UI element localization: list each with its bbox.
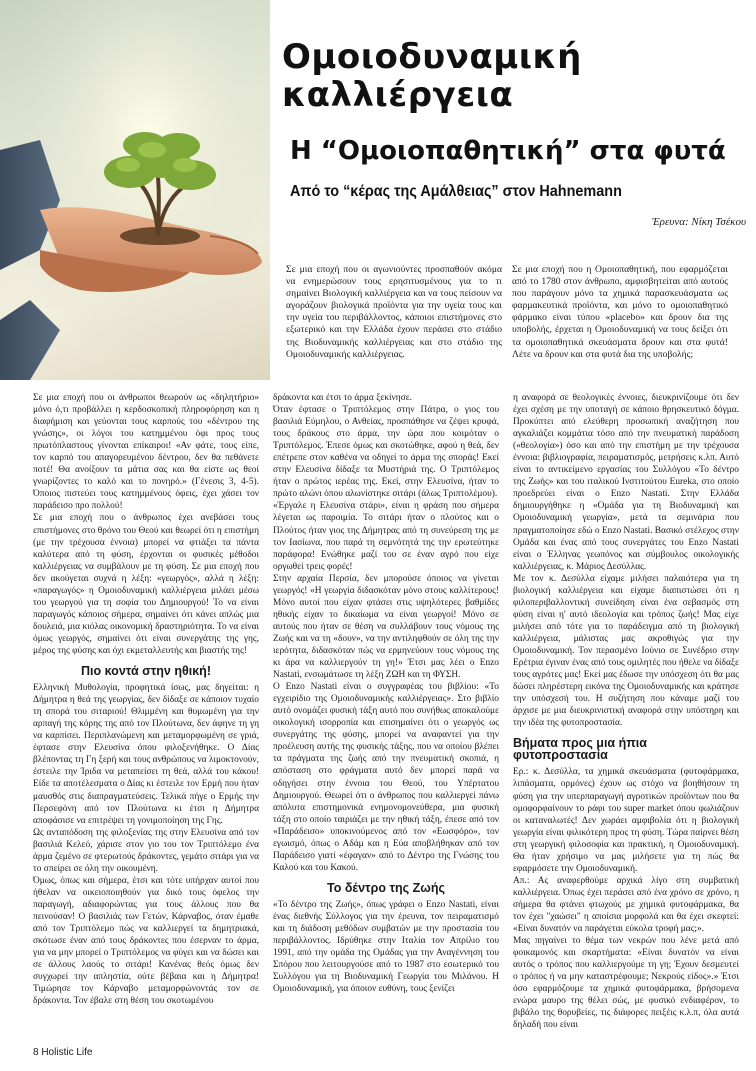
body-column-2 xyxy=(273,392,499,995)
body-paragraph: Όταν έφτασε ο Τριπτόλεμος στην Πάτρα, ο γιος του βασιλιά Εύμηλου, ο Ανθείας, προσπάθησε να ζέψει κρυφά, τους δράκους στο άρμα, την ώρα που κοιμόταν ο Τριπτόλεμος. Έπεσε όμως και σκοτώθηκε, αφού η θεά, δεν επέτρεπε στον καθένα να οδηγεί το άρμα της σποράς! Εκεί στην Ελευσίνα δίδαξε τα Μυστήριά της. Ο Τριπτόλεμος ήταν ο πρώτος ιερέας της. Εκεί, στην Ελευσίνα, ήταν το πρώτο αλώνι όπου αλωνίστηκε σιτάρι (άλως Τριπτολέμου). xyxy=(273,405,499,500)
section-heading-tree-of-life: Το δέντρο της Ζωής xyxy=(327,880,445,895)
page-footer: 8 Holistic Life xyxy=(33,1047,93,1058)
body-paragraph: Στην αρχαία Περσία, δεν μπορούσε όποιος να γίνεται γεωργός! «Η γεωργία διδασκόταν μόνο στους καλλίτερους! Μόνο αυτοί που είχαν φτάσει στις υψηλότερες βαθμίδες ηθικής είχαν το δικαίωμα να είναι γεωργοί! Μόνο σε αυτούς που ήταν σε θέση να συλλάβουν τους νόμους της Ζωής και να τη «δουν», να την αντιληφθούν σε όλη της την ιερότητα, διδασκόταν πώς να ερμηνεύουν τους νόμους της κι άρα να καλλιεργούν τη γη!» Έτσι μας λέει ο Enzo Nastati, ενσωμάτωσε τη λέξη ΖΩΗ και τη ΦΥΣΗ. xyxy=(273,573,499,681)
article-subtitle: Η “Ομοιοπαθητική” στα φυτά xyxy=(290,136,726,166)
body-paragraph: Ερ.: κ. Δεσύλλα, τα χημικά σκευάσματα (φυτοφάρμακα, λιπάσματα, ορμόνες) έχουν ως στόχο να βοηθήσουν τη φύση για την υπερπαραγωγή αγροτικών προϊόντων που θα ομοφορφαίνουν το ράφι του super market όπου φωλιάζουν οι καταναλωτές! Δεν χωράει αμφιβολία ότι η βιολογική γεωργία είναι φιλικότερη προς τη φύση. Τώρα παίρνει θέση στη γεωργική φιλοσοφία και πρακτική, η Ομοιοδυναμική. Θα ήταν χρήσιμο να μας μιλήσετε για τη πώς θα εφαρμόσετε την Ομοιοδυναμική. xyxy=(513,767,739,874)
body-paragraph: δράκοντα και έτσι το άρμα ξεκίνησε. xyxy=(273,393,413,403)
body-paragraph: η αναφορά σε θεολογικές έννοιες, διευκρινίζουμε ότι δεν έχει σχέση με την υποταγή σε κάποιο θρησκευτικό δόγμα. Προκύπτει από ελεύθερη προσωπική αναζήτηση που αγκαλιάζει κομμάτια τόσο από την πνευματική παράδοση («θεολογία») όσο και από την επιστήμη με την τρέχουσα έννοια: βιβλιογραφία, πειραματισμός, μετρήσεις κ.λπ. Αυτό είναι το αντικείμενο εργασίας του Συλλόγου «Το δέντρο της Ζωής» και του ιταλικού Ινστιτούτου Eureka, στο οποίο προεδρεύει είναι ο Enzo Nastati. Στην Ελλάδα δημιουργήθηκε η «Ομάδα για τη Βιοδυναμική και Ομοιοδυναμική γεωργία», μετά τα σεμινάρια που πραγματοποίησε εδώ ο Enzo Nastati. Βασικό στέλεχος στην Ομάδα και ένας από τους συνεργάτες του Enzo Nastati είναι ο Έλληνας γεωπόνος και σύμβουλος οικολογικής καλλιέργειας, κ. Μάριος Δεσύλλας. xyxy=(513,393,739,572)
body-paragraph: Με τον κ. Δεσύλλα είχαμε μιλήσει παλαιότερα για τη βιολογική καλλιέργεια και είχαμε διαπιστώσει ότι η φιλοπεριβαλλοντική συνείδηση είναι ένα σεβασμός στη φύση είναι η' αυτό ιδεολογία και τρόπος ζωής! Μας είχε μιλήσει από τότε για το παράδειγμα από τη βιολογική καλλιέργεια, μάλιστας μας ακροθιγώς για την Ομοιοδυναμική. Τον περασμένο Ιούνιο σε Συνέδριο στην Ερέτρια έγιναν ένας από τους ομιλητές που ήθελε να δίδαξε τους αγρότες μας! Εκεί μας έδωσε την υπόσχεση ότι θα μας δώσει πληρέστερη εικόνα της Ομοιοδυναμικής και κράτησε την υπόσχεσή του. Η συζήτηση που κάναμε μαζί του άρχισε με μια διευκρινιστική αναφορά στην υπόστηρη και την ιδέα της φυτοπροστασία. xyxy=(513,573,739,729)
intro-paragraph-2: Σε μια εποχή που η Ομοιοπαθητική, που εφαρμόζεται από το 1780 στον άνθρωπο, αμφισβητείται από αυτούς που παράγουν μόνο τα χημικά παρασκευάσματα ως φαρμακευτικά προϊόντα, και μόνο το ομοιοπαθητικό φάρμακο είναι τύπου «placebo» και δρουν δια της υποβολής, έρχεται η Ομοιοδυναμική να τους δείξει ότι τα ομοιοπαθητικά σκευάσματα δρουν και στα φυτά! Λέτε να δρουν και στα φυτά δια της υποβολής; xyxy=(512,264,728,360)
article-kicker: Από το “κέρας της Αμάλθειας” στον Hahnemann xyxy=(290,183,622,200)
section-heading-steps: Βήματα προς μια ήπια φυτοπροστασία xyxy=(513,736,647,763)
intro-paragraph-1: Σε μια εποχή που οι αγωνιούντες προσπαθούν ακόμα να ενημερώσουν τους ερησιτυσμένους για το τι σημαίνει Βιολογική καλλιέργεια και να τους πείσουν να αγοράζουν βιολογικά προϊόντα για την υγεία τους και την υγεία του περιβάλλοντος, κάποιοι επιστήμονες στο εξωτερικό και την Ελλάδα έχουν περάσει στο στάδιο της Βιοδυναμικής καλλιέργειας και στο στάδιο της Ομοιοδυναμικής καλλιέργειας. xyxy=(286,264,502,360)
byline: Έρευνα: Νίκη Τσέκου xyxy=(652,216,746,228)
quote-paragraph: «Το δέντρο της Ζωής», όπως γράφει ο Enzo Nastati, είναι ένας διεθνής Σύλλογος για την έρευνα, τον πειραματισμό και τη διάδοση μεθόδων συμβατών με την προστασία του περιβάλλοντος. Ιδρύθηκε στην Ιταλία τον Απρίλιο του 1991, από την ομάδα της Ομάδας για την Αναγέννηση του Σπόρου που λειτουργούσε από το 1987 στο εσωτερικό του Συλλόγου για τη Βιοδυναμική Γεωργία του Μιλάνου. Η Ομοιοδυναμική, για όποιον ευθύνη, τους ξενίζει xyxy=(273,899,499,995)
body-paragraph: Σε μια εποχή που οι άνθρωποι θεωρούν ως «δηλητήριο» μόνο ό,τι προβάλλει η κερδοσκοπική πληροφόρηση και η διαφήμιση και γεύονται τους καρπούς του «δέντρου της γνώσης», οι λόγοι του κατημμένου όφι προς τους πρωτόπλαστους γίνονται επίκαιροι! «Αν φάτε, τους είπε, τον καρπό του απαγορευμένου δέντρου, δεν θα πεθάνετε ποτέ! Θα ανοίξουν τα μάτια σας και θα είστε ως θεοί γνωρίζοντες το καλό και το πονηρό.» (Γένεσις 3, 4-5). Όποιος πιστεύει τους κατημμένους όφεις, έχει χάσει τον παράδεισο προ πολλού! xyxy=(33,393,259,512)
body-paragraph: Σε μια εποχή που ο άνθρωπος έχει ανεβάσει τους επιστήμονες στο θρόνο του Θεού και θεωρεί ότι η επιστήμη (με την τρέχουσα έννοια) μπορεί να φτιάξει τα πάντα καλύτερα από τη φύση, έρχονται οι φυσικές μέθοδοι καλλιέργειας να συμβάλουν με τη φύση. Σε μια εποχή που δεν ακούγεται συχνά η λέξη: «γεωργός», αλλά η λέξη: «παραγωγός» η Ομοιοδυναμική καλλιέργεια μιλάει μέσω του γεωργού για τη σοφία του Δημιουργού! Το να είναι παραγωγός κάποιος σήμερα, σημαίνει ότι κάνει απλώς μια δουλειά, μια κιόλας οικονομική δραστηριότητα. Το να είναι όμως γεωργός, σημαίνει ότι είναι συνεργάτης της γης, μέρος της φύσης και όχι εκμεταλλευτής και βιαστής της! xyxy=(33,513,259,656)
body-paragraph: Όμως, όπως και σήμερα, έτσι και τότε υπήρχαν αυτοί που ήθελαν να οικειοποιηθούν για δικό τους όφελος την παραγωγή, αδιαφορώντας για τους άλλους που θα πεινούσαν! Ο βασιλιάς των Γετών, Κάρναβος, όταν έμαθε από τον Τριπτόλεμο πώς να καλλιεργεί τα δημητριακά, σκότωσε έναν από τους δράκοντες που έσερναν το άρμα, για να μην μπορεί ο Τριπτόλεμος να φύγει και να δώσει και σε άλλους λαούς το σιτάρι! Κανένας θεός όμως δεν συγχωρεί την απληστία, ούτε βέβαια και η Δήμητρα! Τιμώρησε τον Κάρναβο μεταμορφώνοντάς τον σε δράκοντα. Τον έβαλε στη θέση του σκοτωμένου xyxy=(33,875,259,1007)
article-title: Ομοιοδυναμική καλλιέργεια xyxy=(282,37,582,115)
body-column-1 xyxy=(33,392,259,1007)
hero-photo-hands-holding-tree xyxy=(0,0,270,380)
body-paragraph: Ο Enzo Nastati είναι ο συγγραφέας του βιβλίου: «Το εγχειρίδιο της Ομοιοδυναμικής καλλιέργειας». Στο βιβλίο αυτό ονομάζει φυσική τάξη αυτό που συνήθως αποκαλούμε οικολογική ισορροπία και επισημαίνει ότι ο γεωργός ως συνεργάτης της φύσης, μπορεί να αναφαντεί για την προέλευση αυτής της φυσικής τάξης, που να οποίου βλέπει τα πράγματα της ζωής από την πνευματική σκοπιά, η απόσταση στο φράγματα αυτό δεν μπορεί παρά να οδηγήσει στην έννοια του Θεού, του Υπέρτατου Δημιουργού. Θεωρεί ότι ο άνθρωπος που καλλιεργεί πάνω απόλυτα επιστημονικά ενημονομονεύθερα, μια φυσική τάξη στο οποίο ταιριάζει με την ηθική τάξη, έπεσε από τον «Παράδεισο» υποκινούμενος από τον «Εωσφόρο», τον εγωισμό, όπως ο Αδάμ και η Εύα αποβλήθηκαν από τον Παράδεισο γιατί «έφαγαν» από το Δέντρο της Γνώσης του Καλού και του Κακού. xyxy=(273,682,499,873)
body-paragraph: Μας πηγαίνει το θέμα των νεκρών που λένε μετά από φοικαμονός και σκαρτήματα: «Είναι δυνατόν να είναι αυτός ο τρόπος που καλλιεργούμε τη γη; Έχουν δεσμευτεί ο τρόπος ή να μην καταστρέφουμε; Νεκρούς είδος».» Έτσι όσο εφαρμόζουμε τα χημικά φυτοφάρμακα, βρήσομενα ενώρα μαυρο της θέλει σώς, με φυσικό ενδιαφέρον, το βιβάλο της θορυβείες, τις διάφορες πειξέις κ.λ.π, όλα αυτά δηλαδή που είναι xyxy=(513,936,739,1031)
body-paragraph: Ως ανταπόδοση της φιλοξενίας της στην Ελευσίνα από τον βασιλιά Κελεό, χάρισε στον γιο του τον Τριπτόλεμο ένα άρμα ζεμένο σε φτερωτούς δράκοντες, γεμάτο σιτάρι για να το σπείρει σε όλη την οικουμένη. xyxy=(33,827,259,874)
body-paragraph: Απ.: Ας αναφερθούμε αρχικά λίγο στη συμβατική καλλιέργεια. Όπως έχει περάσει από ένα χρόνο σε χρόνο, η σήμερα θα φτάνει φτωχούς με χημικά φυτοφάρμακα, θα τον έχει "χαώσει" η αποίσια μορφολά και θα έχει σκεφτεί: «Είναι δυνατόν να παράγεται εύκολα τροφή μας;». xyxy=(513,875,739,935)
hands-tree-illustration xyxy=(0,0,270,380)
body-paragraph: Ελληνική Μυθολογία, προφητικά ίσως, μας δηγείται: η Δήμητρα η θεά της γεωργίας, δεν δίδαξε σε κάποιον τυχαίο τη σπορά του σιταριού! Θλιμμένη και θυμωμένη για την αρπαγή της κόρης της από τον Πλούτωνα, δεν άφηνε τη γη να καρπίσει. Περιπλανώμενη και μεταμορφωμένη σε γριά, έφτασε στην Ελευσίνα όπου φιλοξενήθηκε. Ο Δίας βλέποντας τη Γη ξερή και τους ανθρώπους να λιμοκτονούν, έστειλε την Ίριδα να μεταπείσει τη θεά, αλλά του κάκου! Είδε τα αποτέλεσματα ο Δίας κι έστειλε τον Ερμή που ήταν μαυσθός στις διαπραγματεύσεις. Τελικά πήγε ο Ερμής την Περσεφόνη από τον Πλούτωνα κι έτσι η Δήμητρα αποφάσισε να επιτρέψει τη γονιμοποίηση της Γης. xyxy=(33,683,259,826)
body-column-3 xyxy=(513,392,739,1031)
body-paragraph: «Έργαλε η Ελευσίνα στάρι», είναι η φράση που σήμερα λέγεται ως παροιμία. Το σιτάρι ήταν ο πλούτος και ο Πλούτος ήταν γιος της Δήμητρας από τη συνεύρεση της με τον Ιασίωνα, που παρά τη σεμνότητά της την ερωτεύτηκε παράφορα! Ενώθηκε μαζί του σε έναν αγρό που είχε οργωθεί τρεις φορές! xyxy=(273,501,499,572)
section-heading-ethics: Πιο κοντά στην ηθική! xyxy=(81,664,211,679)
